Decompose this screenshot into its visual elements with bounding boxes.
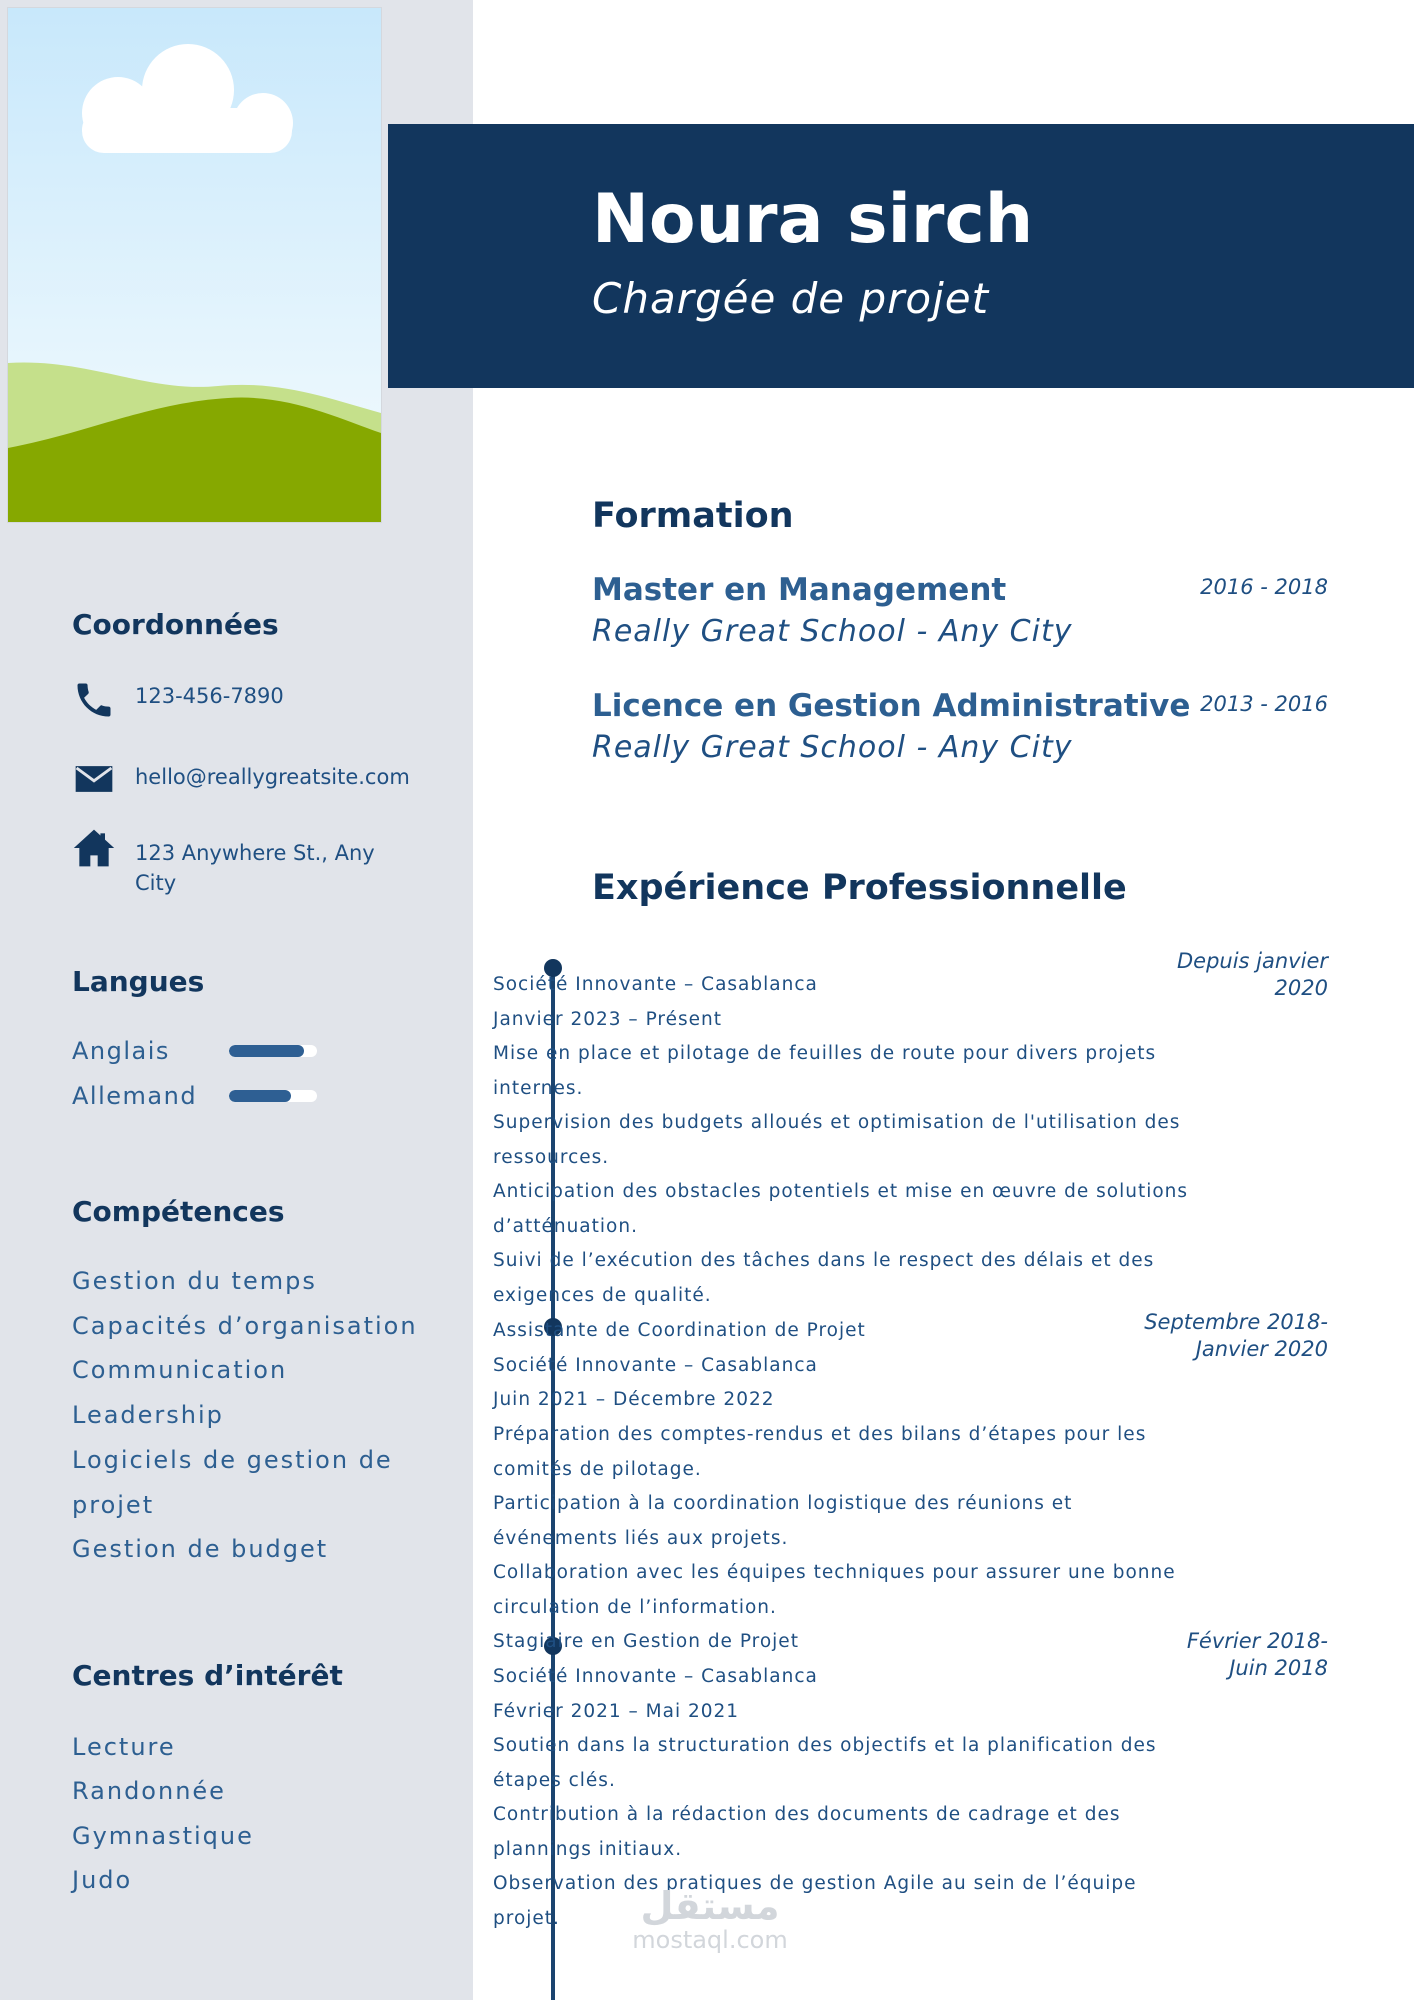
skill-item: Logiciels de gestion de <box>72 1446 393 1474</box>
experience-line: internes. <box>493 1078 584 1099</box>
watermark-latin: mostaql.com <box>632 1926 788 1954</box>
experience-line: Suivi de l’exécution des tâches dans le respect des délais et des <box>493 1250 1155 1271</box>
languages-heading: Langues <box>72 965 205 998</box>
experience-date-line-2: Janvier 2020 <box>1195 1337 1328 1361</box>
language-label: Anglais <box>72 1037 170 1065</box>
experience-line: Janvier 2023 – Présent <box>493 1009 722 1030</box>
phone-icon <box>72 678 116 722</box>
experience-date-line-2: Juin 2018 <box>1229 1656 1328 1680</box>
address-line-1: 123 Anywhere St., Any <box>135 841 375 865</box>
school-name: Really Great School - Any City <box>592 730 1073 765</box>
experience-date-line-1: Février 2018- <box>1186 1629 1328 1653</box>
watermark <box>620 1886 800 1954</box>
experience-line: Observation des pratiques de gestion Agile au sein de l’équipe <box>493 1873 1137 1894</box>
landscape-placeholder-icon <box>8 8 381 522</box>
experience-heading: Expérience Professionnelle <box>592 868 1127 908</box>
experience-line: Supervision des budgets alloués et optimisation de l'utilisation des <box>493 1112 1181 1133</box>
contact-email <box>72 757 435 801</box>
watermark-arabic: مستقل <box>640 1884 780 1928</box>
experience-date-line-2: 2020 <box>1274 976 1328 1000</box>
skill-item: projet <box>72 1491 155 1519</box>
job-title: Chargée de projet <box>592 274 990 323</box>
profile-photo-placeholder <box>7 7 382 523</box>
experience-line: Anticipation des obstacles potentiels et mise en œuvre de solutions <box>493 1181 1189 1202</box>
experience-dates <box>1187 1628 1328 1682</box>
contact-heading: Coordonnées <box>72 608 279 641</box>
language-level-bar <box>229 1090 317 1102</box>
experience-line: plannings initiaux. <box>493 1839 683 1860</box>
email-address: hello@reallygreatsite.com <box>135 765 410 789</box>
experience-line: circulation de l’information. <box>493 1597 777 1618</box>
mail-icon <box>72 757 116 801</box>
education-heading: Formation <box>592 496 794 536</box>
experience-line: Juin 2021 – Décembre 2022 <box>493 1389 775 1410</box>
language-level-bar <box>229 1045 317 1057</box>
education-dates: 2016 - 2018 <box>1200 575 1328 599</box>
experience-line: Société Innovante – Casablanca <box>493 1355 818 1376</box>
experience-line: étapes clés. <box>493 1770 616 1791</box>
education-dates: 2013 - 2016 <box>1200 692 1328 716</box>
experience-date-line-1: Depuis janvier <box>1176 949 1328 973</box>
phone-number: 123-456-7890 <box>135 684 284 708</box>
experience-date-line-1: Septembre 2018- <box>1144 1310 1328 1334</box>
experience-dates <box>1144 1309 1328 1363</box>
experience-line: Stagiaire en Gestion de Projet <box>493 1631 799 1652</box>
language-label: Allemand <box>72 1082 198 1110</box>
skill-item: Gestion de budget <box>72 1535 329 1563</box>
experience-line: d’atténuation. <box>493 1216 638 1237</box>
skill-item: Communication <box>72 1356 288 1384</box>
skill-item: Gestion du temps <box>72 1267 317 1295</box>
home-icon <box>72 826 116 870</box>
experience-line: projet. <box>493 1908 560 1929</box>
interests-heading: Centres d’intérêt <box>72 1659 343 1692</box>
experience-line: Société Innovante – Casablanca <box>493 1666 818 1687</box>
experience-line: Mise en place et pilotage de feuilles de route pour divers projets <box>493 1043 1157 1064</box>
experience-line: Soutien dans la structuration des objectifs et la planification des <box>493 1735 1157 1756</box>
experience-line: exigences de qualité. <box>493 1285 712 1306</box>
experience-line: ressources. <box>493 1147 610 1168</box>
interest-item: Judo <box>72 1866 133 1894</box>
skill-item: Leadership <box>72 1401 224 1429</box>
experience-line: Collaboration avec les équipes techniques pour assurer une bonne <box>493 1562 1176 1583</box>
address-line-2: City <box>135 871 177 895</box>
interest-item: Randonnée <box>72 1777 226 1805</box>
language-level-fill <box>229 1045 304 1057</box>
skills-heading: Compétences <box>72 1195 285 1228</box>
experience-line: comités de pilotage. <box>493 1459 702 1480</box>
experience-line: Préparation des comptes-rendus et des bilans d’étapes pour les <box>493 1424 1147 1445</box>
experience-line: Société Innovante – Casablanca <box>493 974 818 995</box>
interest-item: Gymnastique <box>72 1822 254 1850</box>
interest-item: Lecture <box>72 1733 176 1761</box>
address <box>135 826 435 898</box>
experience-line: Participation à la coordination logistique des réunions et <box>493 1493 1073 1514</box>
language-row <box>72 1082 317 1110</box>
language-level-fill <box>229 1090 291 1102</box>
candidate-name: Noura sirch <box>592 180 1034 259</box>
contact-address <box>72 826 435 898</box>
language-row <box>72 1037 317 1065</box>
school-name: Really Great School - Any City <box>592 614 1073 649</box>
degree-title: Licence en Gestion Administrative <box>592 688 1191 724</box>
experience-line: événements liés aux projets. <box>493 1528 789 1549</box>
degree-title: Master en Management <box>592 572 1007 608</box>
experience-line: Février 2021 – Mai 2021 <box>493 1701 740 1722</box>
experience-line: Assistante de Coordination de Projet <box>493 1320 866 1341</box>
skill-item: Capacités d’organisation <box>72 1312 418 1340</box>
experience-line: Contribution à la rédaction des documents de cadrage et des <box>493 1804 1121 1825</box>
contact-phone <box>72 678 435 722</box>
experience-dates <box>1177 948 1328 1002</box>
